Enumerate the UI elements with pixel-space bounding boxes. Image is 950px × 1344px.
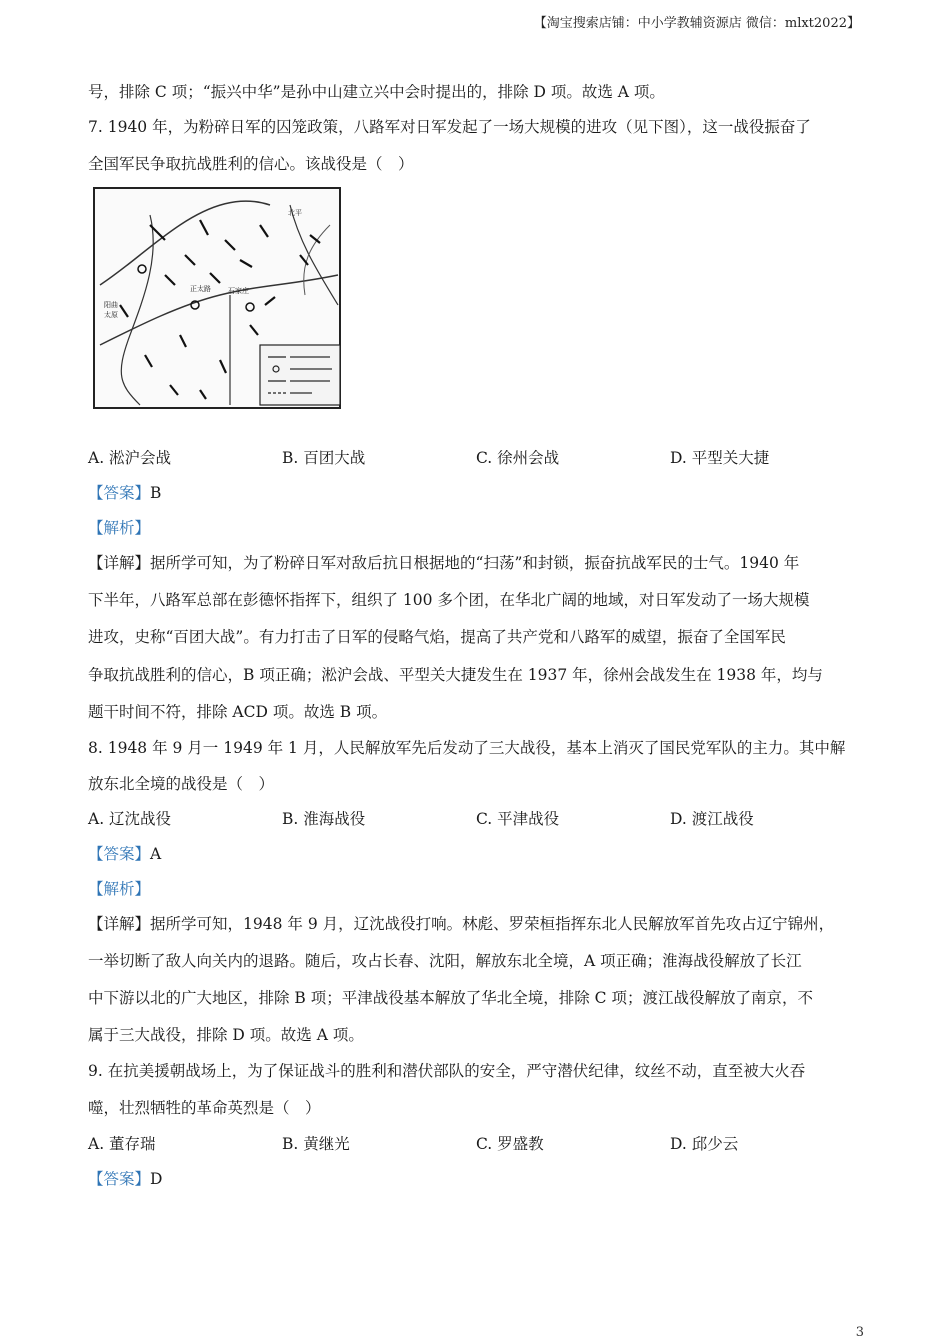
analysis-tag: 【解析】 (88, 880, 151, 898)
question-7-stem: 全国军民争取抗战胜利的信心。该战役是（ ） (88, 155, 414, 173)
map-label: 石家庄 (228, 287, 249, 295)
question-7-stem: 7. 1940 年，为粉碎日军的囚笼政策，八路军对日军发起了一场大规模的进攻（见下图），这一战役振奋了 (88, 118, 811, 136)
q8-option-d: D. 渡江战役 (670, 810, 754, 828)
map-label: 太原 (104, 311, 118, 319)
q8-option-b: B. 淮海战役 (282, 810, 366, 828)
detail-7-line: 下半年，八路军总部在彭德怀指挥下，组织了 100 多个团，在华北广阔的地域，对日军发动了一场大规模 (88, 591, 810, 609)
detail-7 (88, 553, 799, 573)
q7-option-c: C. 徐州会战 (476, 449, 560, 467)
question-8-stem: 8. 1948 年 9 月一 1949 年 1 月，人民解放军先后发动了三大战役，基本上消灭了国民党军队的主力。其中解 (88, 739, 846, 757)
answer-tag: 【答案】 (88, 484, 151, 502)
q8-option-a: A. 辽沈战役 (88, 810, 172, 828)
answer-7 (88, 483, 161, 503)
detail-tag: 【详解】 (88, 915, 151, 933)
map-label: 阳曲 (104, 301, 118, 309)
detail-8-line: 一举切断了敌人向关内的退路。随后，攻占长春、沈阳，解放东北全境，A 项正确；淮海战役解放了长江 (88, 952, 802, 970)
q9-option-c: C. 罗盛教 (476, 1135, 544, 1153)
answer-8 (88, 844, 161, 864)
detail-7-line: 进攻，史称“百团大战”。有力打击了日军的侵略气焰，提高了共产党和八路军的威望，振奋了全国军民 (88, 628, 786, 646)
analysis-7-tag (88, 518, 150, 538)
analysis-tag: 【解析】 (88, 519, 151, 537)
map-label: 正太路 (190, 285, 211, 293)
answer-tag: 【答案】 (88, 1170, 151, 1188)
q9-option-b: B. 黄继光 (282, 1135, 350, 1153)
answer-value: B (150, 484, 162, 502)
answer-value: A (150, 845, 162, 863)
battle-map-image (90, 185, 344, 411)
text-line: 号，排除 C 项；“振兴中华”是孙中山建立兴中会时提出的，排除 D 项。故选 A 项。 (88, 83, 665, 101)
detail-8-line: 属于三大战役，排除 D 项。故选 A 项。 (88, 1026, 364, 1044)
question-9-stem: 噬，壮烈牺牲的革命英烈是（ ） (88, 1099, 321, 1117)
page-header: 【淘宝搜索店铺：中小学教辅资源店 微信：mlxt2022】 (533, 16, 860, 31)
q7-option-a: A. 淞沪会战 (88, 449, 172, 467)
detail-7-line: 题干时间不符，排除 ACD 项。故选 B 项。 (88, 703, 388, 721)
map-label: 北平 (288, 209, 302, 217)
detail-7-line: 争取抗战胜利的信心，B 项正确；淞沪会战、平型关大捷发生在 1937 年，徐州会战发生在 1938 年，均与 (88, 666, 823, 684)
q7-option-d: D. 平型关大捷 (670, 449, 770, 467)
q8-option-c: C. 平津战役 (476, 810, 560, 828)
detail-tag: 【详解】 (88, 554, 151, 572)
detail-text: 据所学可知，1948 年 9 月，辽沈战役打响。林彪、罗荣桓指挥东北人民解放军首先攻占辽宁锦州， (150, 915, 835, 933)
analysis-8-tag (88, 879, 150, 899)
answer-tag: 【答案】 (88, 845, 151, 863)
detail-8 (88, 914, 834, 934)
detail-text: 据所学可知，为了粉碎日军对敌后抗日根据地的“扫荡”和封锁，振奋抗战军民的士气。1940 年 (150, 554, 800, 572)
detail-8-line: 中下游以北的广大地区，排除 B 项；平津战役基本解放了华北全境，排除 C 项；渡江战役解放了南京，不 (88, 989, 813, 1007)
answer-9 (88, 1169, 162, 1189)
page-number: 3 (855, 1325, 864, 1340)
answer-value: D (150, 1170, 163, 1188)
q7-option-b: B. 百团大战 (282, 449, 366, 467)
map-legend (260, 345, 340, 405)
q9-option-a: A. 董存瑞 (88, 1135, 156, 1153)
question-8-stem: 放东北全境的战役是（ ） (88, 775, 275, 793)
question-9-stem: 9. 在抗美援朝战场上，为了保证战斗的胜利和潜伏部队的安全，严守潜伏纪律，纹丝不动，直至被大火吞 (88, 1062, 806, 1080)
q9-option-d: D. 邱少云 (670, 1135, 739, 1153)
